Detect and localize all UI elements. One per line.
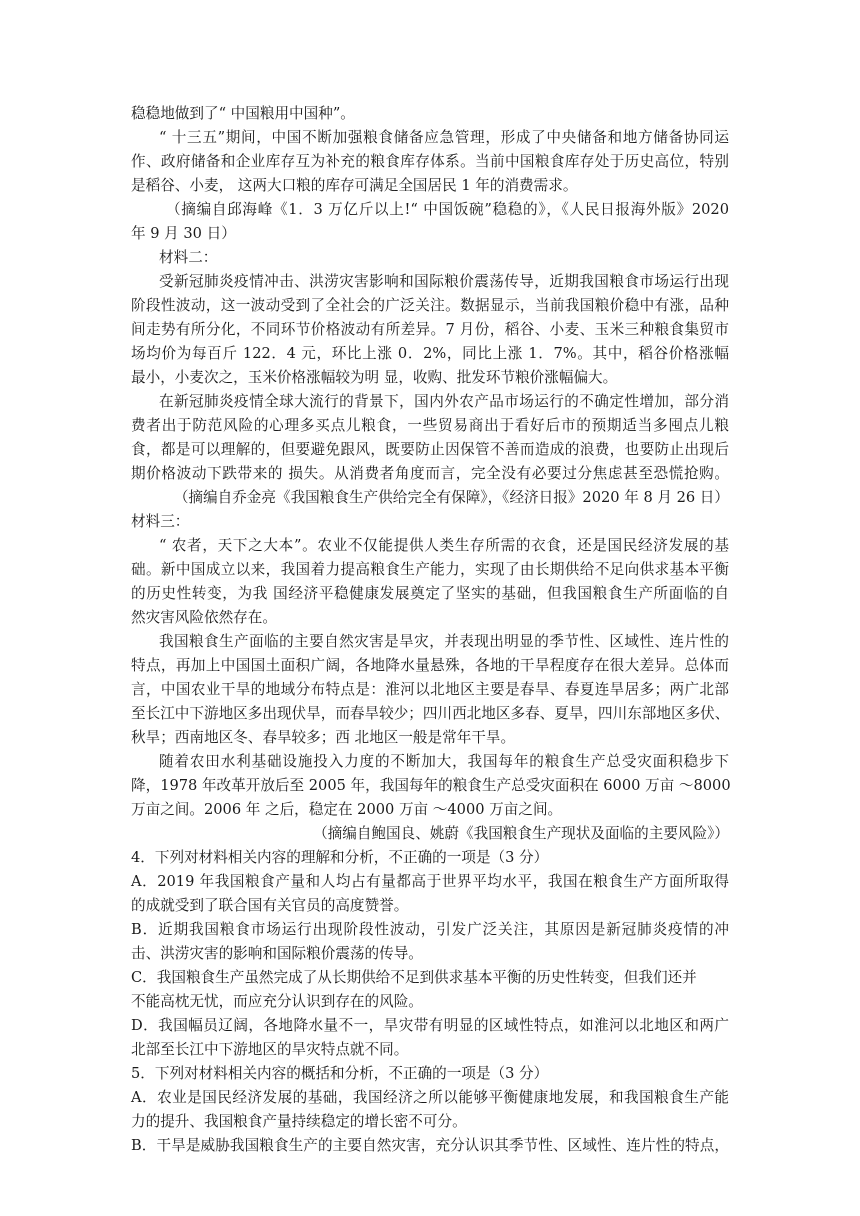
text-line: 秋旱；西南地区冬、春旱较多；西 北地区一般是常年干旱。	[131, 729, 516, 746]
option-line: 力的提升、我国粮食产量持续稳定的增长密不可分。	[131, 1113, 467, 1130]
text-line: 至长江中下游地区多出现伏旱，而春旱较少；四川西北地区多春、夏旱，四川东部地区多伏、	[131, 705, 730, 722]
option-line: 击、洪涝灾害的影响和国际粮价震荡的传导。	[131, 945, 423, 962]
text-line: 万亩之间。2006 年 之后，稳定在 2000 万亩 ～4000 万亩之间。	[131, 801, 563, 818]
text-line: 的历史性转变，为我 国经济平稳健康发展奠定了坚实的基础，但我国粮食生产所面临的自	[131, 585, 729, 602]
text-line: 降，1978 年改革开放后至 2005 年，我国每年的粮食生产总受灾面积在 6000 万亩 ～8000	[131, 777, 731, 794]
text-line: “ 十三五”期间，中国不断加强粮食储备应急管理，形成了中央储备和地方储备协同运	[159, 129, 729, 146]
text-line: 随着农田水利基础设施投入力度的不断加大，我国每年的粮食生产总受灾面积稳步下	[159, 753, 729, 770]
source-citation: （摘编自邱海峰《1．3 万亿斤以上!“ 中国饭碗”稳稳的》，《人民日报海外版》2020	[166, 201, 729, 218]
source-citation: （摘编自乔金亮《我国粮食生产供给完全有保障》，《经济日报》2020 年 8 月 26 日）	[173, 489, 729, 506]
option-line: 的成就受到了联合国有关官员的高度赞誉。	[131, 897, 409, 914]
option-line: 不能高枕无忧，而应充分认识到存在的风险。	[131, 993, 423, 1010]
text-line: 础。新中国成立以来，我国着力提高粮食生产能力，实现了由长期供给不足向供求基本平衡	[131, 561, 729, 578]
option-line: B．近期我国粮食市场运行出现阶段性波动，引发广泛关注，其原因是新冠肺炎疫情的冲	[131, 921, 729, 938]
option-line: C．我国粮食生产虽然完成了从长期供给不足到供求基本平衡的历史性转变，但我们还并	[131, 969, 697, 986]
text-line: 受新冠肺炎疫情冲击、洪涝灾害影响和国际粮价震荡传导，近期我国粮食市场运行出现	[159, 273, 729, 290]
text-line: 作、政府储备和企业库存互为补充的粮食库存体系。当前中国粮食库存处于历史高位，特别	[131, 153, 729, 170]
text-line: 间走势有所分化，不同环节价格波动有所差异。7 月份，稻谷、小麦、玉米三种粮食集贸市	[131, 321, 729, 338]
question-stem: 5．下列对材料相关内容的概括和分析，不正确的一项是（3 分）	[131, 1065, 549, 1082]
text-line: 我国粮食生产面临的主要自然灾害是旱灾，并表现出明显的季节性、区域性、连片性的	[159, 633, 729, 650]
text-line: 食，都是可以理解的，但要避免跟风，既要防止因保管不善而造成的浪费，也要防止出现后	[131, 441, 729, 458]
text-line: 阶段性波动，这一波动受到了全社会的广泛关注。数据显示，当前我国粮价稳中有涨，品种	[131, 297, 729, 314]
text-line: 稳稳地做到了“ 中国粮用中国种”。	[131, 105, 355, 122]
option-line: D．我国幅员辽阔，各地降水量不一，旱灾带有明显的区域性特点，如淮河以北地区和两广	[131, 1017, 729, 1034]
text-line: 是稻谷、小麦， 这两大口粮的库存可满足全国居民 1 年的消费需求。	[131, 177, 578, 194]
question-stem: 4．下列对材料相关内容的理解和分析，不正确的一项是（3 分）	[131, 849, 549, 866]
option-line: A．农业是国民经济发展的基础，我国经济之所以能够平衡健康地发展，和我国粮食生产能	[131, 1089, 729, 1106]
text-line: 最小，小麦次之，玉米价格涨幅较为明 显，收购、批发环节粮价涨幅偏大。	[131, 369, 618, 386]
text-line: 然灾害风险依然存在。	[131, 609, 277, 626]
option-line: B．干旱是威胁我国粮食生产的主要自然灾害，充分认识其季节性、区域性、连片性的特点，	[131, 1137, 729, 1154]
material-heading: 材料三：	[131, 513, 190, 530]
text-line: “ 农者，天下之大本”。农业不仅能提供人类生存所需的衣食，还是国民经济发展的基	[159, 537, 729, 554]
text-line: 在新冠肺炎疫情全球大流行的背景下，国内外农产品市场运行的不确定性增加，部分消	[159, 393, 729, 410]
text-line: 特点，再加上中国国土面积广阔，各地降水量悬殊，各地的干旱程度存在很大差异。总体而	[131, 657, 729, 674]
text-line: 场均价为每百斤 122．4 元，环比上涨 0．2%，同比上涨 1．7%。其中，稻谷价格涨幅	[131, 345, 729, 362]
text-line: 言，中国农业干旱的地域分布特点是：淮河以北地区主要是春旱、春夏连旱居多；两广北部	[131, 681, 729, 698]
text-line: 费者出于防范风险的心理多买点儿粮食，一些贸易商出于看好后市的预期适当多囤点儿粮	[131, 417, 729, 434]
option-line: A．2019 年我国粮食产量和人均占有量都高于世界平均水平，我国在粮食生产方面所取得	[131, 873, 729, 890]
material-heading: 材料二：	[159, 249, 218, 266]
source-citation: 年 9 月 30 日）	[131, 225, 236, 242]
option-line: 北部至长江中下游地区的旱灾特点就不同。	[131, 1041, 409, 1058]
source-citation: （摘编自鲍国良、姚蔚《我国粮食生产现状及面临的主要风险》）	[313, 825, 729, 842]
text-line: 期价格波动下跌带来的 损失。从消费者角度而言，完全没有必要过分焦虑甚至恐慌抢购。	[131, 465, 729, 482]
